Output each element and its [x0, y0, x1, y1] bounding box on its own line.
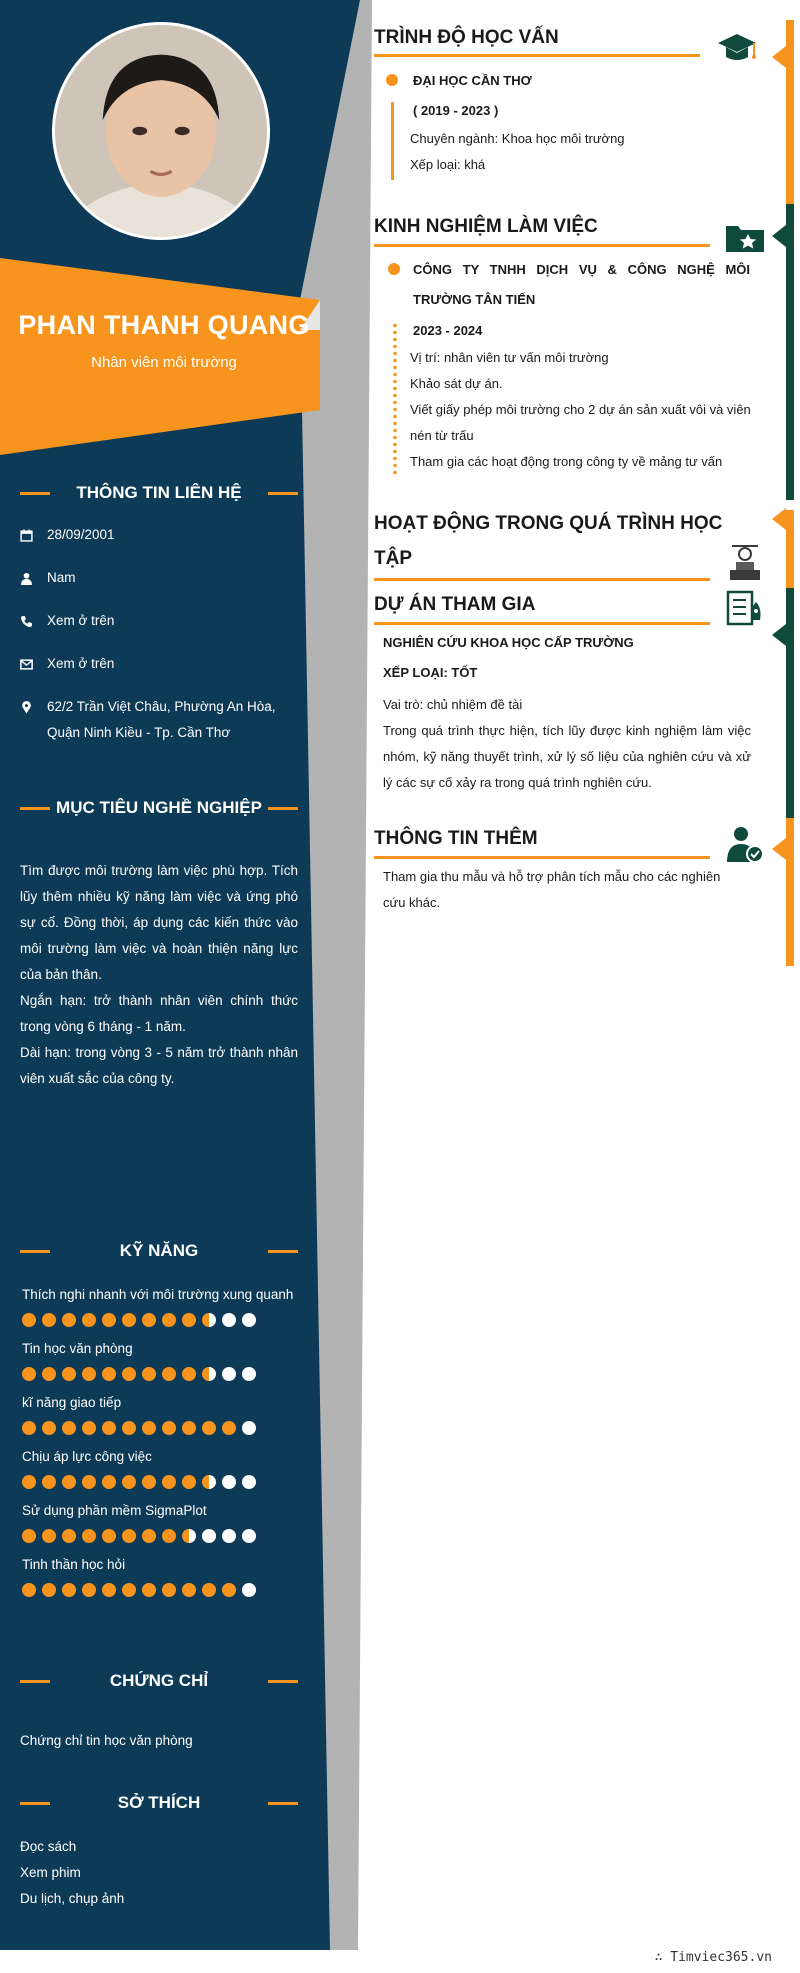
experience-line: Vị trí: nhân viên tư vấn môi trường	[410, 350, 609, 365]
certificate-item: Chứng chỉ tin học văn phòng	[20, 1733, 193, 1748]
location-pin-icon	[20, 694, 47, 720]
skill-rating-dot	[202, 1475, 216, 1489]
skill-rating-dot	[242, 1367, 256, 1381]
contact-heading-text: THÔNG TIN LIÊN HỆ	[76, 483, 242, 502]
email-icon	[20, 651, 47, 677]
contact-gender: Nam	[20, 565, 302, 591]
education-period: ( 2019 - 2023 )	[413, 103, 499, 118]
skill-rating-dot	[222, 1421, 236, 1435]
activities-heading-line1: HOẠT ĐỘNG TRONG QUÁ TRÌNH HỌC	[374, 513, 723, 534]
timeline-bar-extra	[786, 818, 794, 966]
skill-rating-dot	[162, 1421, 176, 1435]
skill-rating-dot	[142, 1367, 156, 1381]
skill-label: Thích nghi nhanh với môi trường xung quanh	[22, 1287, 294, 1302]
skills-heading	[20, 1238, 298, 1264]
career-goal-long-term: Dài hạn: trong vòng 3 - 5 năm trở thành nhân viên xuất sắc của công ty.	[20, 1045, 298, 1086]
certificates-list	[20, 1728, 300, 1754]
heading-dash-left	[20, 492, 50, 495]
experience-dotted-rail	[393, 322, 397, 474]
skill-rating-dot	[82, 1367, 96, 1381]
project-name: NGHIÊN CỨU KHOA HỌC CẤP TRƯỜNG	[383, 635, 634, 650]
career-goal-heading-text: MỤC TIÊU NGHỀ NGHIỆP	[56, 798, 262, 817]
user-check-icon	[724, 824, 766, 866]
skill-rating-dot	[202, 1421, 216, 1435]
skill-rating-dot	[122, 1367, 136, 1381]
skill-rating-dot	[62, 1367, 76, 1381]
skill-rating-dot	[122, 1475, 136, 1489]
folder-star-icon	[724, 216, 766, 258]
skill-rating	[22, 1313, 302, 1327]
graduation-cap-icon	[716, 28, 758, 70]
career-goal-paragraph: Tìm được môi trường làm việc phù hợp. Tích lũy thêm nhiều kỹ năng làm việc và ứng phó sự cố. Đồng thời, áp dụng các kiến thức vào môi trường làm việc và hoàn thiện năng lực của bản thân.	[20, 863, 298, 982]
skill-rating-dot	[182, 1529, 196, 1543]
heading-dash-right	[268, 492, 298, 495]
skill-item	[22, 1393, 302, 1447]
education-rail	[391, 102, 394, 180]
skill-rating-dot	[242, 1529, 256, 1543]
skill-rating-dot	[62, 1529, 76, 1543]
heading-dash-right	[268, 1250, 298, 1253]
timeline-arrow	[772, 624, 786, 646]
skill-rating-dot	[82, 1421, 96, 1435]
clipboard-rocket-icon	[724, 588, 766, 630]
contact-email: Xem ở trên	[20, 651, 302, 677]
skill-rating-dot	[202, 1367, 216, 1381]
skill-rating-dot	[62, 1583, 76, 1597]
skill-rating-dot	[142, 1583, 156, 1597]
phone-icon	[20, 608, 47, 634]
timeline-arrow	[772, 225, 786, 247]
skill-rating-dot	[62, 1313, 76, 1327]
skill-rating-dot	[42, 1583, 56, 1597]
skill-rating-dot	[22, 1583, 36, 1597]
skill-rating-dot	[142, 1475, 156, 1489]
experience-underline	[374, 244, 710, 247]
heading-dash-left	[20, 1250, 50, 1253]
skill-rating-dot	[22, 1313, 36, 1327]
candidate-name: PHAN THANH QUANG	[18, 310, 310, 340]
skill-rating-dot	[242, 1313, 256, 1327]
skill-rating-dot	[82, 1475, 96, 1489]
skill-rating-dot	[82, 1583, 96, 1597]
skills-list	[22, 1285, 302, 1609]
skill-rating-dot	[162, 1313, 176, 1327]
skill-rating-dot	[162, 1583, 176, 1597]
skill-rating-dot	[102, 1529, 116, 1543]
skill-label: Tinh thần học hỏi	[22, 1557, 126, 1572]
timeline-arrow	[772, 508, 786, 530]
timeline-bar-experience	[786, 204, 794, 500]
skill-rating-dot	[62, 1421, 76, 1435]
skill-item	[22, 1501, 302, 1555]
skill-rating	[22, 1367, 302, 1381]
hobby-item: Đọc sách	[20, 1839, 77, 1854]
skill-rating-dot	[222, 1313, 236, 1327]
skills-heading-text: KỸ NĂNG	[119, 1241, 199, 1260]
education-bullet	[386, 74, 398, 86]
skill-rating-dot	[102, 1475, 116, 1489]
company-name-line2: TRƯỜNG TÂN TIẾN	[413, 292, 536, 307]
career-goal-heading	[20, 795, 298, 821]
skill-label: Tin học văn phòng	[22, 1341, 133, 1356]
skill-rating-dot	[122, 1583, 136, 1597]
skill-rating-dot	[162, 1367, 176, 1381]
skill-rating-dot	[102, 1313, 116, 1327]
contact-phone: Xem ở trên	[20, 608, 302, 634]
hobby-item: Du lịch, chụp ảnh	[20, 1891, 125, 1906]
activities-heading-line2: TẬP	[374, 548, 412, 569]
skill-label: Sử dụng phần mềm SigmaPlot	[22, 1503, 207, 1518]
candidate-job-title: Nhân viên môi trường	[91, 354, 237, 371]
skill-rating	[22, 1529, 302, 1543]
skill-rating-dot	[62, 1475, 76, 1489]
extra-underline	[374, 856, 710, 859]
career-goal-text	[20, 858, 298, 1092]
skill-rating-dot	[122, 1421, 136, 1435]
skill-item	[22, 1285, 302, 1339]
heading-dash-right	[268, 1802, 298, 1805]
heading-dash-right	[268, 807, 298, 810]
skill-rating-dot	[162, 1529, 176, 1543]
education-heading: TRÌNH ĐỘ HỌC VẤN	[374, 27, 559, 48]
skill-rating-dot	[42, 1313, 56, 1327]
activities-underline	[374, 578, 710, 581]
skill-rating-dot	[22, 1367, 36, 1381]
skill-rating-dot	[22, 1475, 36, 1489]
career-goal-short-term: Ngắn hạn: trở thành nhân viên chính thức trong vòng 6 tháng - 1 năm.	[20, 993, 298, 1034]
education-major: Chuyên ngành: Khoa học môi trường	[410, 131, 625, 146]
heading-dash-right	[268, 1680, 298, 1683]
timeline-bar-projects	[786, 588, 794, 818]
skill-rating-dot	[102, 1421, 116, 1435]
heading-dash-left	[20, 1802, 50, 1805]
user-icon	[20, 565, 47, 591]
skill-rating-dot	[22, 1529, 36, 1543]
project-role: Vai trò: chủ nhiệm đề tài	[383, 697, 523, 712]
skill-rating-dot	[222, 1583, 236, 1597]
skill-rating-dot	[242, 1421, 256, 1435]
skill-rating-dot	[202, 1529, 216, 1543]
skill-rating-dot	[182, 1421, 196, 1435]
skill-rating-dot	[42, 1421, 56, 1435]
contact-birthday: 28/09/2001	[20, 522, 302, 548]
skill-rating-dot	[22, 1421, 36, 1435]
skill-rating-dot	[142, 1529, 156, 1543]
skill-rating-dot	[242, 1475, 256, 1489]
skill-rating-dot	[202, 1583, 216, 1597]
education-underline	[374, 54, 700, 57]
heading-dash-left	[20, 1680, 50, 1683]
experience-period: 2023 - 2024	[413, 323, 483, 338]
experience-line: Tham gia các hoạt động trong công ty về mảng tư vấn	[410, 454, 723, 469]
contact-address: 62/2 Trần Việt Châu, Phường An Hòa, Quận Ninh Kiều - Tp. Cần Thơ	[20, 694, 302, 746]
skill-rating-dot	[122, 1313, 136, 1327]
timeline-bar-education	[786, 20, 794, 204]
calendar-icon	[20, 522, 47, 548]
skill-label: Chịu áp lực công việc	[22, 1449, 152, 1464]
company-name-line1: CÔNG TY TNHH DỊCH VỤ & CÔNG NGHỆ MÔI	[413, 262, 750, 277]
skill-rating-dot	[242, 1583, 256, 1597]
experience-line: Khảo sát dự án.	[410, 376, 503, 391]
contact-list	[20, 522, 302, 763]
skill-rating-dot	[82, 1529, 96, 1543]
skill-item	[22, 1555, 302, 1609]
extra-text: Tham gia thu mẫu và hỗ trợ phân tích mẫu cho các nghiên cứu khác.	[383, 869, 721, 910]
project-grade: XẾP LOẠI: TỐT	[383, 665, 478, 680]
experience-line: Viết giấy phép môi trường cho 2 dự án sản xuất vôi và viên	[410, 402, 751, 417]
experience-bullet	[388, 263, 400, 275]
skill-rating	[22, 1583, 302, 1597]
skill-rating-dot	[202, 1313, 216, 1327]
certificates-heading	[20, 1668, 298, 1694]
skill-rating-dot	[102, 1367, 116, 1381]
timeline-arrow	[772, 838, 786, 860]
skill-item	[22, 1339, 302, 1393]
skill-rating-dot	[182, 1367, 196, 1381]
extra-heading: THÔNG TIN THÊM	[374, 828, 538, 849]
heading-dash-left	[20, 807, 50, 810]
certificates-heading-text: CHỨNG CHỈ	[109, 1671, 209, 1690]
skill-rating-dot	[82, 1313, 96, 1327]
experience-heading: KINH NGHIỆM LÀM VIỆC	[374, 216, 598, 237]
profile-photo-frame	[52, 22, 270, 240]
skill-rating	[22, 1421, 302, 1435]
skill-rating-dot	[222, 1367, 236, 1381]
skill-rating-dot	[182, 1475, 196, 1489]
skill-rating-dot	[42, 1529, 56, 1543]
skill-rating-dot	[182, 1583, 196, 1597]
projects-underline	[374, 622, 710, 625]
projects-heading: DỰ ÁN THAM GIA	[374, 594, 536, 615]
skill-item	[22, 1447, 302, 1501]
hobbies-list	[20, 1834, 300, 1912]
award-podium-icon	[724, 542, 766, 584]
skill-rating-dot	[162, 1475, 176, 1489]
hobby-item: Xem phim	[20, 1865, 81, 1880]
skill-rating-dot	[142, 1313, 156, 1327]
timeline-arrow	[772, 46, 786, 68]
skill-label: kĩ năng giao tiếp	[22, 1395, 122, 1410]
experience-line: nén từ trấu	[410, 428, 474, 443]
skill-rating-dot	[182, 1313, 196, 1327]
skill-rating-dot	[42, 1475, 56, 1489]
skill-rating-dot	[222, 1529, 236, 1543]
skill-rating-dot	[42, 1367, 56, 1381]
hobbies-heading	[20, 1790, 298, 1816]
timeline-bar-activities	[786, 510, 794, 588]
skill-rating-dot	[142, 1421, 156, 1435]
avatar	[55, 25, 267, 237]
hobbies-heading-text: SỞ THÍCH	[117, 1793, 201, 1812]
skill-rating-dot	[102, 1583, 116, 1597]
project-description: Trong quá trình thực hiện, tích lũy được kinh nghiệm làm việc nhóm, kỹ năng thuyết trình, xử lý số liệu của nghiên cứu và xử lý các sự cố xảy ra trong quá trình nghiên cứu.	[383, 723, 751, 790]
school-name: ĐẠI HỌC CẦN THƠ	[413, 73, 532, 88]
skill-rating-dot	[222, 1475, 236, 1489]
contact-heading	[20, 480, 298, 506]
education-grade: Xếp loại: khá	[410, 157, 486, 172]
skill-rating	[22, 1475, 302, 1489]
skill-rating-dot	[122, 1529, 136, 1543]
footer-brand: ∴ Timviec365.vn	[654, 1950, 772, 1965]
